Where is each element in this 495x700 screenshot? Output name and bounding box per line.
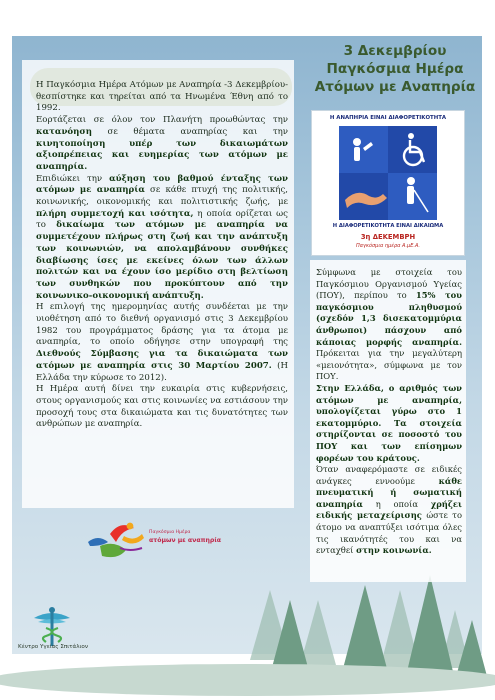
poster-bottom-text: Η ΔΙΑΦΟΡΕΤΙΚΟΤΗΤΑ ΕΙΝΑΙ ΔΙΚΑΙΩΜΑ [332, 223, 444, 229]
logo-caption-big: ατόμων με αναπηρία [149, 537, 222, 544]
page-title [302, 42, 488, 96]
title-line-world-day: Παγκόσμια Ημέρα [326, 61, 464, 77]
health-center-label: Κέντρο Υγείας Σπιτάλιον [18, 644, 88, 650]
title-line-disability: Ατόμων με Αναπηρία [314, 79, 476, 95]
poster-top-text: Η ΑΝΑΠΗΡΙΑ ΕΙΝΑΙ ΔΙΑΦΟΡΕΤΙΚΟΤΗΤΑ [329, 115, 447, 121]
title-line-date: 3 Δεκεμβρίου [343, 43, 447, 59]
left-paragraph-3: Επιδιώκει την αύξηση του βαθμού ένταξης των ατόμων με αναπηρία σε κάθε πτυχή της πολιτικής, κοινωνικής, οικονομικής και πολιτιστικής ζωής, με πλήρη συμμετοχή και ισότητα, η οποία ορίζεται ως το δικαίωμα των ατόμων με αναπηρία να συμμετέχουν πλήρως στη ζωή και την ανάπτυξη των κοινωνιών, να απολαμβάνουν συνθήκες διαβίωσης ίσες με εκείνες όλων των άλλων πολιτών και να έχουν ίσο μερίδιο στη βελτίωση των συνθηκών που προκύπτουν από την κοινωνικο-οικονομική ανάπτυξη. [36, 173, 288, 301]
right-article [316, 267, 462, 557]
right-paragraph-2: Στην Ελλάδα, ο αριθμός των ατόμων με αναπηρία, υπολογίζεται γύρω στο 1 εκατομμύριο. Τα στοιχεία στηρίζονται σε ποσοστό του ΠΟΥ και των επίσημων φορέων του κράτους. [316, 382, 462, 463]
disability-day-poster [311, 110, 465, 256]
left-paragraph-5: Η Ημέρα αυτή δίνει την ευκαιρία στις κυβερνήσεις, στους οργανισμούς και στις κοινωνίες να εστιάσουν την προσοχή τους στα δικαιώματα και τις δυνατότητες των ανθρώπων με αναπηρία. [36, 384, 288, 430]
health-center-caduceus-icon [24, 604, 80, 648]
logo-caption-small: Παγκόσμια Ημέρα [149, 530, 191, 535]
right-paragraph-3: Όταν αναφερόμαστε σε ειδικές ανάγκες εννοούμε κάθε πνευματική ή σωματική αναπηρία η οποία χρήζει ειδικής μεταχείρισης ώστε το άτομο να αναπτύξει ισότιμα όλες τις ικανότητές του και να ενταχθεί στην κοινωνία. [316, 464, 462, 556]
poster-org: Παγκόσμια ημέρα Α.μΕ.Α. [355, 243, 420, 249]
accessibility-icons-grid [339, 126, 437, 220]
left-paragraph-4: Η επιλογή της ημερομηνίας αυτής συνδέεται με την υιοθέτηση από το διεθνή οργανισμό στις 3 Δεκεμβρίου 1982 του προγράμματος δράσης για τα άτομα με αναπηρία, το οποίο οδήγησε στην υπογραφή της Διεθνούς Σύμβασης για τα δικαιώματα των ατόμων με αναπηρία στις 30 Μαρτίου 2007. (Η Ελλάδα την κύρωσε το 2012). [36, 302, 288, 383]
poster-date: 3η ΔΕΚΕΜΒΡΗ [360, 233, 416, 241]
right-paragraph-1: Σύμφωνα με στοιχεία του Παγκόσμιου Οργανισμού Υγείας (ΠΟΥ), περίπου το 15% του παγκόσμιου πληθυσμού (σχεδόν 1,3 δισεκατομμύρια άνθρωποι) πάσχουν από κάποιας μορφής αναπηρία. Πρόκειται για την μεγαλύτερη «μειονότητα», σύμφωνα με τον ΠΟΥ. [316, 267, 462, 382]
left-paragraph-1: Η Παγκόσμια Ημέρα Ατόμων με Αναπηρία -3 Δεκεμβρίου- θεσπίστηκε και τηρείται από τα Ηνωμένα Έθνη από το 1992. [36, 80, 288, 114]
left-paragraph-2: Εορτάζεται σε όλον τον Πλανήτη προωθώντας την κατανόηση σε θέματα αναπηρίας και την κινητοποίηση υπέρ των δικαιωμάτων αξιοπρέπειας και ευημερίας των ατόμων με αναπηρία. [36, 115, 288, 172]
left-article [36, 80, 288, 431]
